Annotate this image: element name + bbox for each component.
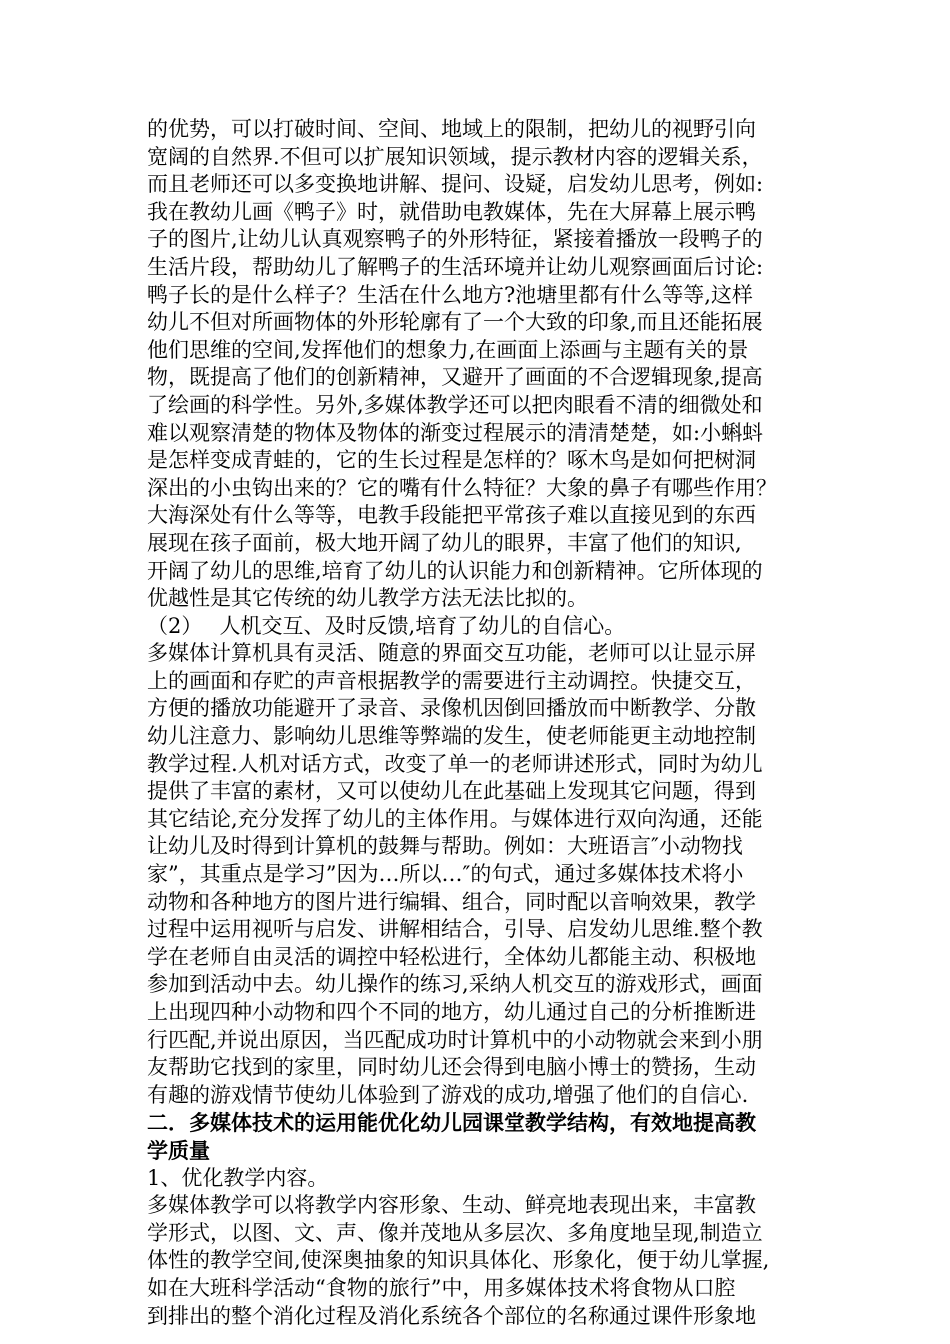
- paragraph-line: 如在大班科学活动“食物的旅行”中，用多媒体技术将食物从口腔: [147, 1275, 736, 1300]
- paragraph-line: 物，既提高了他们的创新精神，又避开了画面的不合逻辑现象,提高: [147, 365, 763, 390]
- paragraph-line: 宽阔的自然界.不但可以扩展知识领域，提示教材内容的逻辑关系，: [147, 144, 763, 169]
- paragraph-line: 家”，其重点是学习”因为…所以…″的句式，通过多媒体技术将小: [147, 862, 744, 887]
- paragraph-line: 鸭子长的是什么样子？生活在什么地方?池塘里都有什么等等,这样: [147, 282, 753, 307]
- paragraph-line: 幼儿注意力、影响幼儿思维等弊端的发生，使老师能更主动地控制: [147, 724, 756, 749]
- paragraph-line: 有趣的游戏情节使幼儿体验到了游戏的成功,增强了他们的自信心.: [147, 1082, 749, 1107]
- paragraph-line: 是怎样变成青蛙的，它的生长过程是怎样的？啄木鸟是如何把树洞: [147, 448, 756, 473]
- paragraph-line: 而且老师还可以多变换地讲解、提问、设疑，启发幼儿思考，例如:: [147, 172, 764, 197]
- paragraph-line: 让幼儿及时得到计算机的鼓舞与帮助。例如：大班语言″小动物找: [147, 834, 743, 859]
- paragraph-line: 开阔了幼儿的思维,培育了幼儿的认识能力和创新精神。它所体现的: [147, 558, 763, 583]
- paragraph-line: 友帮助它找到的家里，同时幼儿还会得到电脑小博士的赞扬，生动: [147, 1055, 756, 1080]
- paragraph-line: 多媒体计算机具有灵活、随意的界面交互功能，老师可以让显示屏: [147, 641, 756, 666]
- section-heading-line: 二．多媒体技术的运用能优化幼儿园课堂教学结构，有效地提高教: [147, 1110, 756, 1136]
- paragraph-line: 体性的教学空间,使深奥抽象的知识具体化、形象化，便于幼儿掌握,: [147, 1248, 770, 1273]
- paragraph-line: （2） 人机交互、及时反馈,培育了幼儿的自信心。: [147, 613, 626, 638]
- paragraph-line: 方便的播放功能避开了录音、录像机因倒回播放而中断教学、分散: [147, 696, 756, 721]
- paragraph-line: 学形式，以图、文、声、像并茂地从多层次、多角度地呈现,制造立: [147, 1220, 763, 1245]
- paragraph-line: 多媒体教学可以将教学内容形象、生动、鲜亮地表现出来，丰富教: [147, 1193, 756, 1218]
- paragraph-line: 动物和各种地方的图片进行编辑、组合，同时配以音响效果，教学: [147, 889, 756, 914]
- paragraph-line: 展现在孩子面前，极大地开阔了幼儿的眼界，丰富了他们的知识,: [147, 530, 742, 555]
- document-body: [147, 116, 827, 1330]
- paragraph-line: 大海深处有什么等等，电教手段能把平常孩子难以直接见到的东西: [147, 503, 756, 528]
- paragraph-line: 过程中运用视听与启发、讲解相结合，引导、启发幼儿思维.整个教: [147, 917, 763, 942]
- paragraph-line: 难以观察清楚的物体及物体的渐变过程展示的清清楚楚，如:小蝌蚪: [147, 420, 764, 445]
- paragraph-line: 提供了丰富的素材，又可以使幼儿在此基础上发现其它问题，得到: [147, 779, 756, 804]
- paragraph-line: 学在老师自由灵活的调控中轻松进行，全体幼儿都能主动、积极地: [147, 944, 756, 969]
- paragraph-line: 的优势，可以打破时间、空间、地域上的限制，把幼儿的视野引向: [147, 117, 756, 141]
- paragraph-line: 生活片段，帮助幼儿了解鸭子的生活环境并让幼儿观察画面后讨论:: [147, 254, 764, 279]
- section-heading-line: 学质量: [147, 1137, 210, 1163]
- paragraph-line: 行匹配,并说出原因，当匹配成功时计算机中的小动物就会来到小朋: [147, 1027, 763, 1052]
- paragraph-line: 1、优化教学内容。: [147, 1165, 329, 1190]
- paragraph-line: 深出的小虫钩出来的？它的嘴有什么特征？大象的鼻子有哪些作用？: [147, 475, 777, 500]
- paragraph-line: 幼儿不但对所画物体的外形轮廓有了一个大致的印象,而且还能拓展: [147, 310, 763, 335]
- paragraph-line: 他们思维的空间,发挥他们的想象力,在画面上添画与主题有关的景: [147, 337, 749, 362]
- paragraph-line: 我在教幼儿画《鸭子》时，就借助电教媒体，先在大屏幕上展示鸭: [147, 199, 756, 224]
- paragraph-line: 教学过程.人机对话方式，改变了单一的老师讲述形式，同时为幼儿: [147, 751, 763, 776]
- paragraph-line: 优越性是其它传统的幼儿教学方法无法比拟的。: [147, 586, 588, 611]
- paragraph-line: 上的画面和存贮的声音根据教学的需要进行主动调控。快捷交互，: [147, 668, 756, 693]
- paragraph-line: 参加到活动中去。幼儿操作的练习,采纳人机交互的游戏形式，画面: [147, 972, 763, 997]
- paragraph-line: 了绘画的科学性。另外,多媒体教学还可以把肉眼看不清的细微处和: [147, 392, 763, 417]
- paragraph-line: 到排出的整个消化过程及消化系统各个部位的名称通过课件形象地: [147, 1303, 756, 1328]
- paragraph-line: 其它结论,充分发挥了幼儿的主体作用。与媒体进行双向沟通，还能: [147, 806, 763, 831]
- paragraph-line: 子的图片,让幼儿认真观察鸭子的外形特征，紧接着播放一段鸭子的: [147, 227, 763, 252]
- paragraph-line: 上出现四种小动物和四个不同的地方，幼儿通过自己的分析推断进: [147, 1000, 756, 1024]
